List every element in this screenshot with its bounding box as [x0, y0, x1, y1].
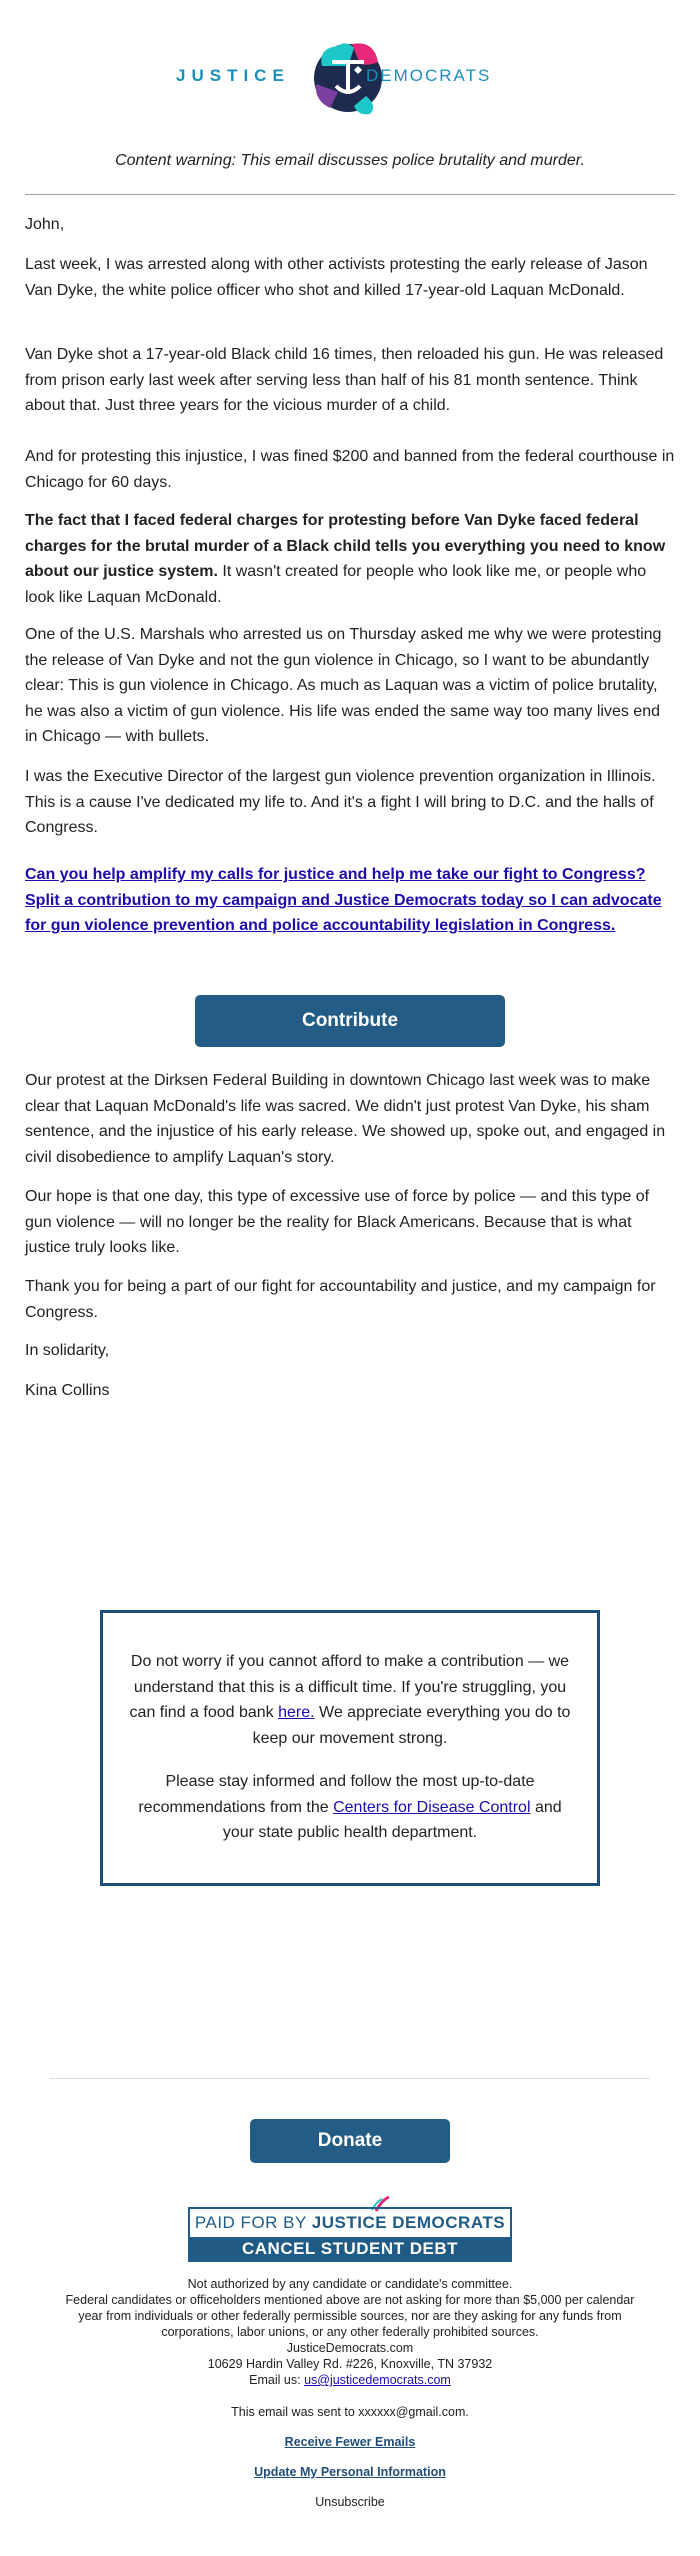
- disclaimer-line-4: corporations, labor unions, or any other federally prohibited sources.: [161, 2325, 539, 2339]
- notice-paragraph-2: [123, 1769, 577, 1846]
- footer-divider: [50, 2078, 650, 2079]
- logo-wordmark-democrats: DEMOCRATS: [366, 66, 492, 85]
- disclaimer-line-3: year from individuals or other federally permissible sources, nor are they asking for any funds from: [78, 2309, 622, 2323]
- letter-paragraph-4-rest: It wasn't created for people who look like me, or people who look like Laquan McDonald.: [25, 563, 647, 606]
- letter-paragraph-6: I was the Executive Director of the largest gun violence prevention organization in Illinois. This is a cause I've dedicated my life to. And it's a fight I will bring to D.C. and the halls of Congress.: [25, 768, 656, 836]
- notice-text: Do not worry if you cannot afford to make a contribution — we understand that this is a difficult time. If you're struggling, you can find a food bank: [129, 1653, 570, 1721]
- cta-paragraph: [25, 862, 675, 939]
- content-warning: Content warning: This email discusses police brutality and murder.: [115, 152, 585, 169]
- disclaimer-line-2: Federal candidates or officeholders mentioned above are not asking for more than $5,000 per calendar: [65, 2293, 635, 2307]
- notice-text: and your state public health department.: [222, 1798, 562, 1841]
- cta-donation-link[interactable]: Can you help amplify my calls for justice and help me take our fight to Congress? Split a contribution to my campaign and Justice Democrats today so I can advocate for gun violence prevention and police accountability legislation in Congress.: [25, 866, 662, 934]
- letter-paragraph-4: [25, 508, 675, 610]
- receive-fewer-emails-link[interactable]: Receive Fewer Emails: [284, 2435, 416, 2449]
- letter-paragraph-1: Last week, I was arrested along with other activists protesting the early release of Jason Van Dyke, the white police officer who shot and killed 17-year-old Laquan McDonald.: [25, 256, 648, 299]
- update-info-line: [0, 2464, 700, 2480]
- cancel-student-debt-banner: CANCEL STUDENT DEBT: [190, 2237, 510, 2260]
- letter-paragraph-2: Van Dyke shot a 17-year-old Black child 16 times, then reloaded his gun. He was released from prison early last week after serving less than half of his 81 month sentence. Think about that. Just three years for the vicious murder of a child.: [25, 346, 664, 414]
- donate-button[interactable]: Donate: [250, 2119, 450, 2163]
- receive-fewer-line: [0, 2434, 700, 2450]
- header-divider: [25, 194, 675, 195]
- email-prefix: Email us:: [249, 2373, 305, 2387]
- letter-paragraph-4-bold: The fact that I faced federal charges for protesting before Van Dyke faced federal charges for the brutal murder of a Black child tells you everything you need to know about our justice system.: [25, 512, 666, 580]
- letter-paragraph-3: And for protesting this injustice, I was fined $200 and banned from the federal courthouse in Chicago for 60 days.: [25, 448, 675, 491]
- contact-email-line: [0, 2372, 700, 2388]
- unsubscribe-link[interactable]: Unsubscribe: [315, 2495, 385, 2509]
- notice-text: Please stay informed and follow the most up-to-date recommendations from the: [138, 1773, 535, 1816]
- notice-paragraph-1: [123, 1649, 577, 1751]
- paid-for-prefix: PAID FOR BY: [194, 2213, 312, 2232]
- site-name: JusticeDemocrats.com: [286, 2341, 414, 2355]
- mailing-address: 10629 Hardin Valley Rd. #226, Knoxville, TN 37932: [207, 2357, 493, 2371]
- logo-wordmark-justice: JUSTICE: [176, 66, 290, 85]
- letter-paragraph-7: Our protest at the Dirksen Federal Building in downtown Chicago last week was to make clear that Laquan McDonald's life was sacred. We didn't just protest Van Dyke, his sham sentence, and the injustice of his early release. We showed up, spoke out, and engaged in civil disobedience to amplify Laquan's story.: [25, 1072, 666, 1166]
- cdc-link[interactable]: Centers for Disease Control: [333, 1798, 531, 1816]
- letter-paragraph-8: Our hope is that one day, this type of excessive use of force by police — and this type of gun violence — will no longer be the reality for Black Americans. Because that is what justice truly looks like.: [25, 1188, 650, 1256]
- letter-paragraph-9: Thank you for being a part of our fight for accountability and justice, and my campaign for Congress.: [25, 1278, 656, 1321]
- letter-signature: Kina Collins: [25, 1382, 110, 1399]
- notice-text: We appreciate everything you do to keep our movement strong.: [252, 1704, 571, 1747]
- email-header: [0, 0, 700, 150]
- contact-email-link[interactable]: us@justicedemocrats.com: [304, 2373, 451, 2387]
- letter-signoff: In solidarity,: [25, 1342, 110, 1359]
- disclaimer-line-1: Not authorized by any candidate or candidate's committee.: [187, 2277, 513, 2291]
- update-personal-info-link[interactable]: Update My Personal Information: [254, 2465, 446, 2479]
- letter-paragraph-5: One of the U.S. Marshals who arrested us on Thursday asked me why we were protesting the release of Van Dyke and not the gun violence in Chicago, so I want to be abundantly clear: This is gun violence in Chicago. As much as Laquan was a victim of police brutality, he was also a victim of gun violence. His life was ended the same way too many lives end in Chicago — with bullets.: [25, 626, 662, 745]
- paid-for-org: JUSTICE DEMOCRATS: [311, 2213, 506, 2232]
- support-notice-box: [100, 1610, 600, 1886]
- paid-for-by-badge: [188, 2207, 512, 2262]
- letter-greeting: John,: [25, 216, 65, 233]
- paid-for-by-line: [190, 2209, 510, 2237]
- sent-to-line: This email was sent to xxxxxx@gmail.com.: [231, 2405, 469, 2419]
- contribute-button[interactable]: Contribute: [195, 995, 505, 1047]
- food-bank-link[interactable]: here.: [278, 1704, 315, 1721]
